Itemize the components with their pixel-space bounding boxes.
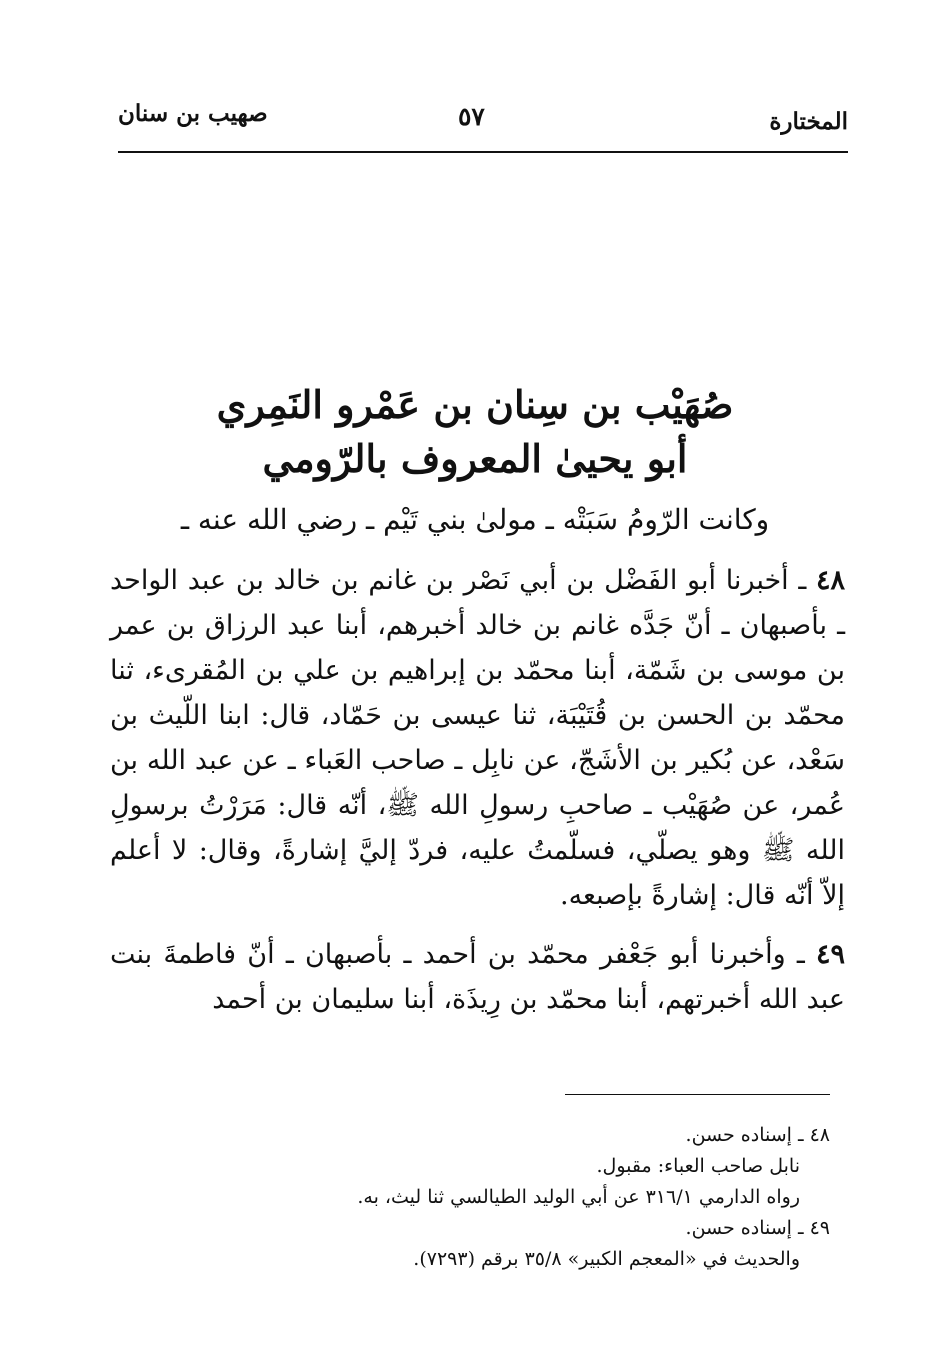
running-head: صهيب بن سنان bbox=[118, 100, 268, 127]
book-title: المختارة bbox=[769, 108, 848, 135]
footnotes bbox=[200, 1120, 830, 1275]
chapter-title-line-2: أبو يحيىٰ المعروف بالرّومي bbox=[262, 436, 688, 481]
hadith-number: ٤٩ bbox=[815, 939, 845, 970]
footnote-separator bbox=[565, 1094, 830, 1095]
page-number: ٥٧ bbox=[458, 102, 485, 131]
footnote-text: ـ إسناده حسن. bbox=[685, 1217, 804, 1239]
chapter-heading bbox=[100, 378, 850, 542]
footnote-number: ٤٩ bbox=[809, 1217, 830, 1239]
footnote-number: ٤٨ bbox=[809, 1124, 830, 1146]
hadith-text: ـ وأخبرنا أبو جَعْفر محمّد بن أحمد ـ بأصبهان ـ أنّ فاطمةَ بنت عبد الله أخبرتهم، أبنا محمّد بن رِيذَة، أبنا سليمان بن أحمد bbox=[110, 939, 845, 1015]
hadith-48 bbox=[110, 558, 845, 918]
footnote-text: نابل صاحب العباء: مقبول. bbox=[596, 1155, 800, 1177]
footnote-text: رواه الدارمي ٣١٦/١ عن أبي الوليد الطيالسي ثنا ليث، به. bbox=[357, 1186, 800, 1208]
footnote-item bbox=[200, 1244, 830, 1275]
chapter-subtitle: وكانت الرّومُ سَبَتْه ـ مولىٰ بني تَيْم ـ رضي الله عنه ـ bbox=[180, 503, 770, 536]
footnote-text: والحديث في «المعجم الكبير» ٣٥/٨ برقم (٧٢٩٣). bbox=[413, 1248, 800, 1270]
footnote-item bbox=[200, 1151, 830, 1182]
hadith-49 bbox=[110, 932, 845, 1022]
footnote-item bbox=[200, 1120, 830, 1151]
footnote-text: ـ إسناده حسن. bbox=[685, 1124, 804, 1146]
footnote-item bbox=[200, 1182, 830, 1213]
footnote-item bbox=[200, 1213, 830, 1244]
header-rule bbox=[118, 151, 848, 153]
hadith-text: ـ أخبرنا أبو الفَضْل بن أبي نَصْر بن غانم بن خالد بن عبد الواحد ـ بأصبهان ـ أنّ جَدَّه غانم بن خالد أخبرهم، أبنا عبد الرزاق بن عمر بن موسى بن شَمّة، أبنا محمّد بن إبراهيم بن علي بن المُقرىء، ثنا محمّد بن الحسن بن قُتَيْبَة، ثنا عيسى بن حَمّاد، قال: ابنا اللّيث بن سَعْد، عن بُكير بن الأشَجّ، عن نابِل ـ صاحب العَباء ـ عن عبد الله بن عُمر، عن صُهَيْب ـ صاحبِ رسولِ الله ﷺ، أنّه قال: مَرَرْتُ برسولِ الله ﷺ وهو يصلّي، فسلّمتُ عليه، فردّ إليَّ إشارةً، وقال: لا أعلم إلاّ أنّه قال: إشارةً بإصبعه. bbox=[110, 565, 845, 911]
chapter-title-line-1: صُهَيْب بن سِنان بن عَمْرو النَمِري bbox=[216, 382, 734, 427]
page-header bbox=[118, 96, 848, 156]
hadith-number: ٤٨ bbox=[815, 565, 845, 596]
body-text bbox=[110, 558, 845, 1036]
